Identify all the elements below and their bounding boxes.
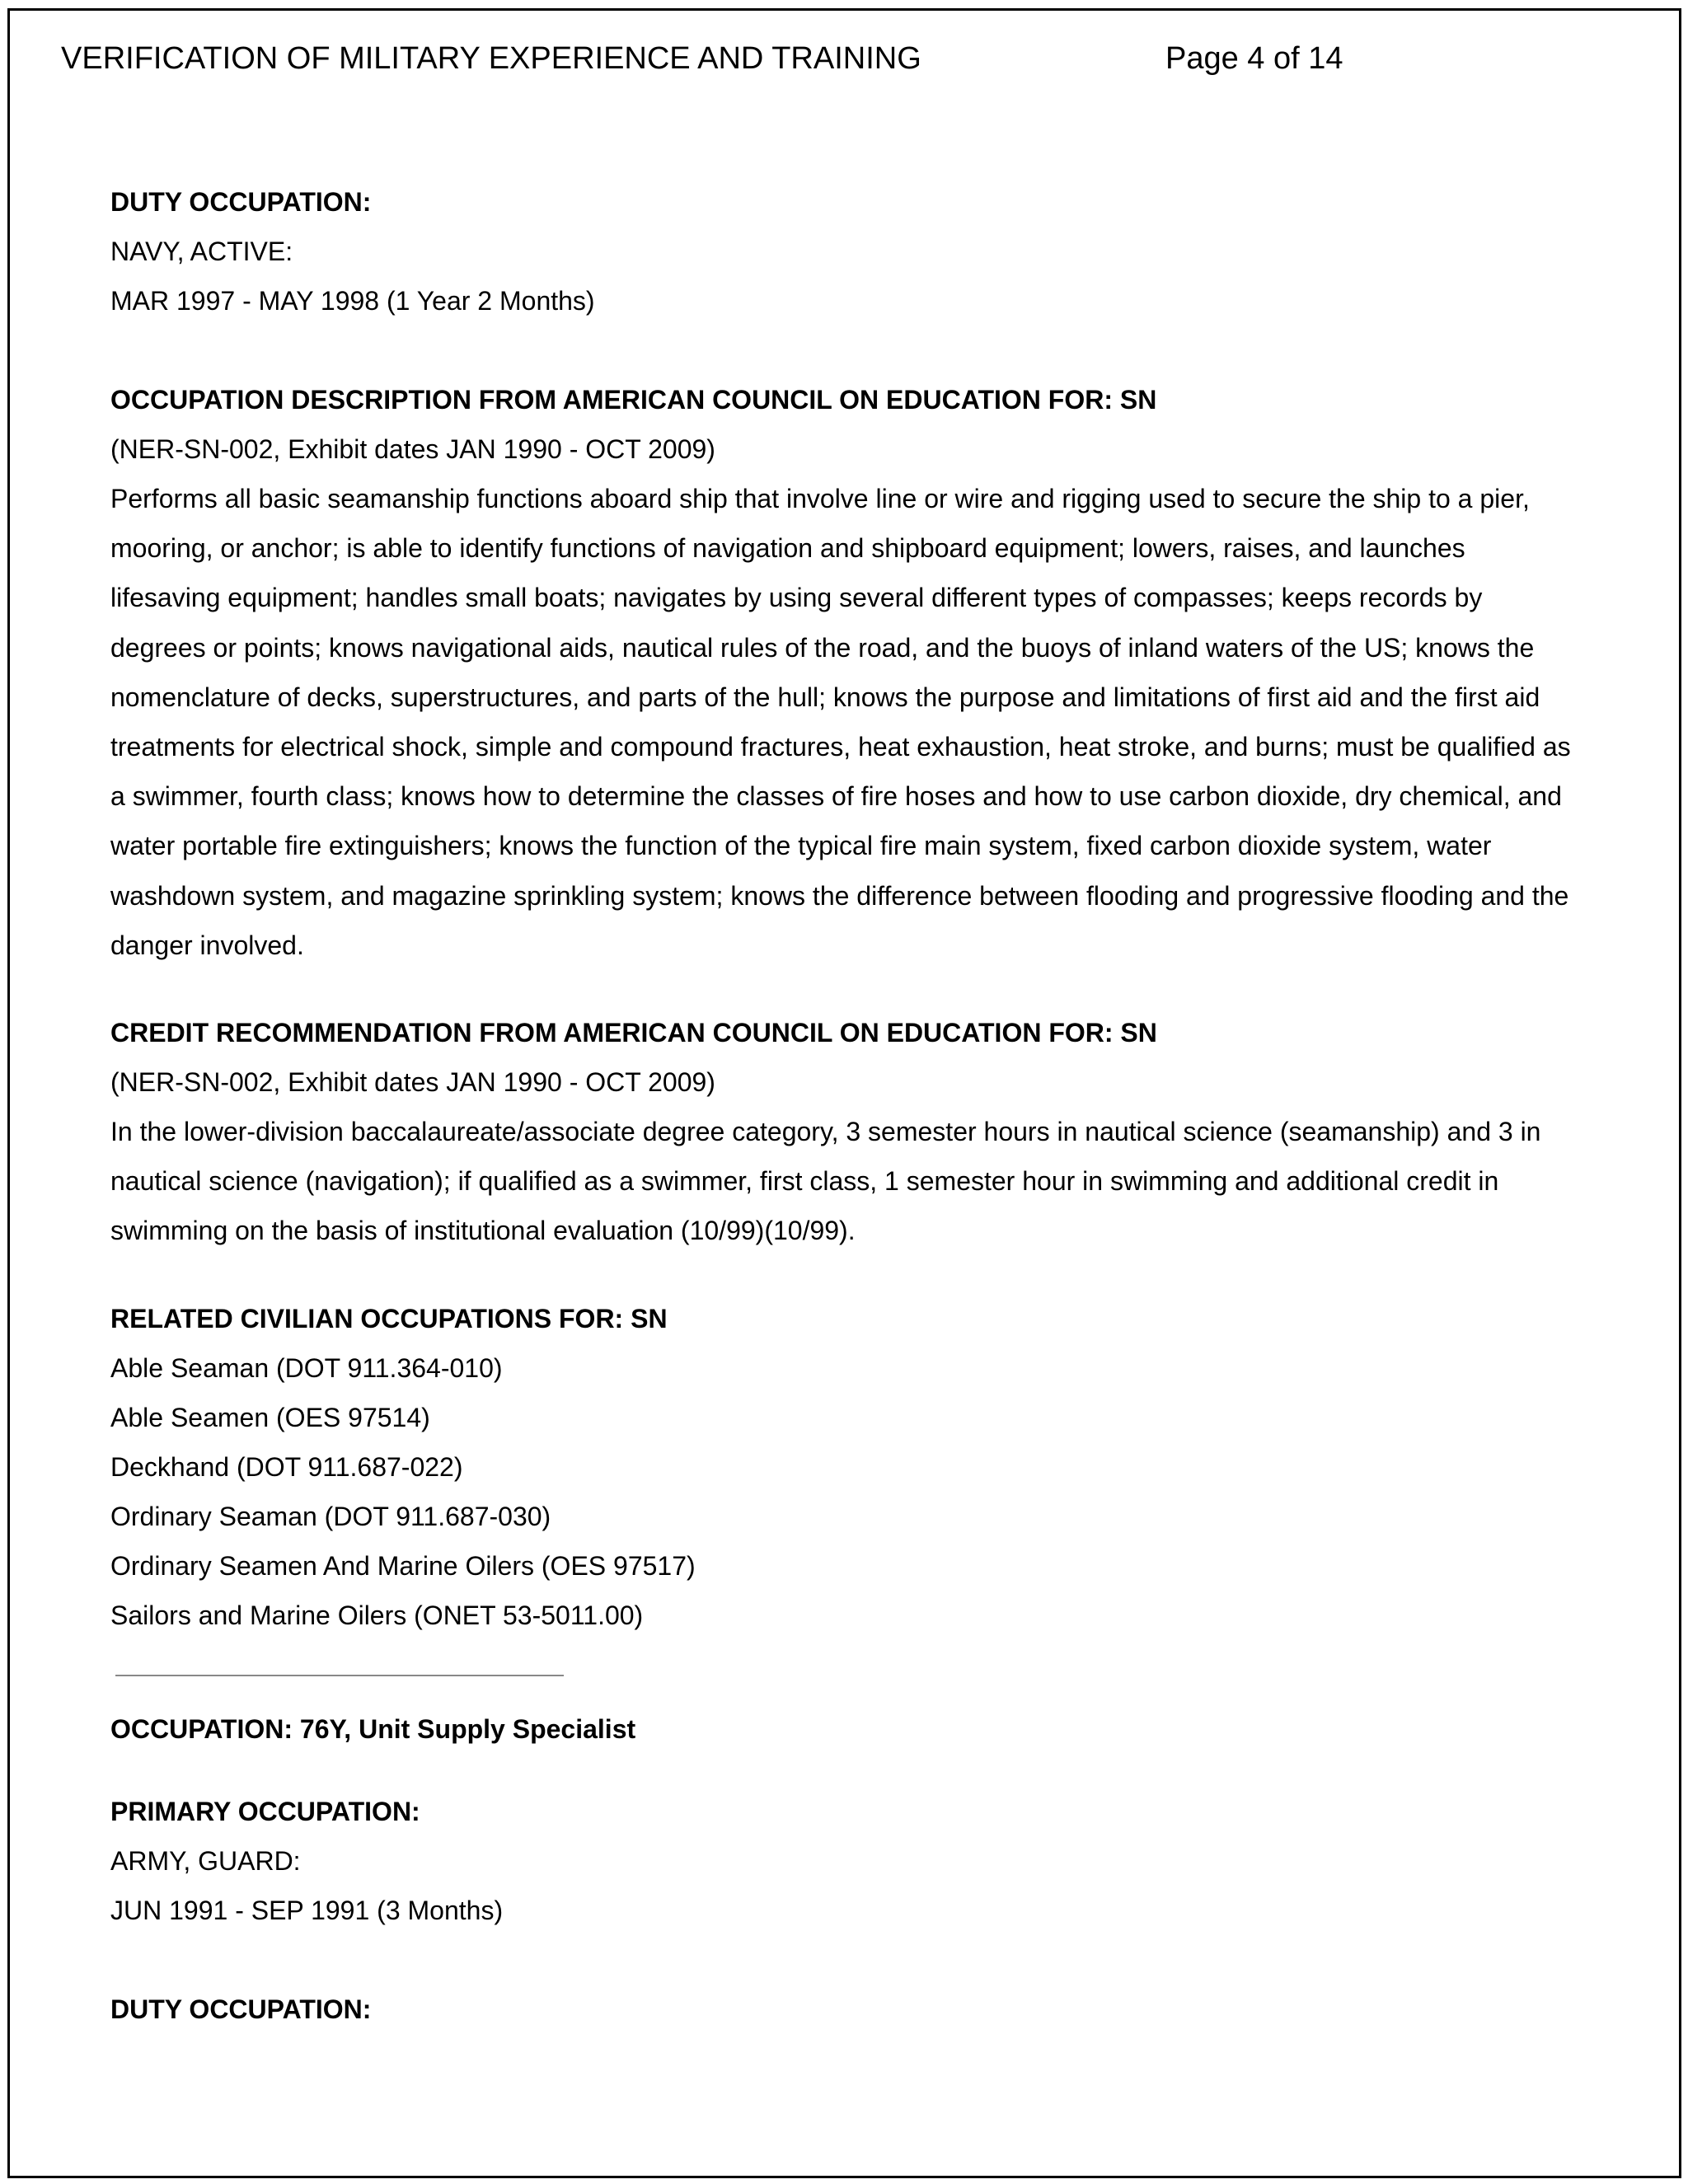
- credit-recommendation-exhibit: (NER-SN-002, Exhibit dates JAN 1990 - OCT 2009): [110, 1067, 715, 1098]
- page-header: [61, 38, 1462, 79]
- credit-recommendation-body: In the lower-division baccalaureate/associate degree category, 3 semester hours in nautical science (seamanship) and 3 in nautical science (navigation); if qualified as a swimmer, first class, 1 semester hour in swimming and additional credit in swimming on the basis of institutional evaluation (10/99)(10/99).: [110, 1117, 1541, 1246]
- duty-occupation-branch: NAVY, ACTIVE:: [110, 237, 293, 266]
- list-item: Sailors and Marine Oilers (ONET 53-5011.00): [110, 1600, 644, 1630]
- related-civilian-heading: RELATED CIVILIAN OCCUPATIONS FOR: SN: [110, 1303, 668, 1333]
- document-body: [110, 177, 1578, 2034]
- occupation-heading: OCCUPATION: 76Y, Unit Supply Specialist: [110, 1713, 636, 1744]
- list-item: Able Seamen (OES 97514): [110, 1402, 430, 1432]
- credit-recommendation-heading: CREDIT RECOMMENDATION FROM AMERICAN COUNCIL ON EDUCATION FOR: SN: [110, 1018, 1157, 1048]
- document-title: VERIFICATION OF MILITARY EXPERIENCE AND TRAINING: [61, 41, 921, 76]
- duty-occupation-heading: DUTY OCCUPATION:: [110, 187, 372, 217]
- primary-occupation-heading: PRIMARY OCCUPATION:: [110, 1796, 420, 1826]
- list-item: Able Seaman (DOT 911.364-010): [110, 1352, 503, 1383]
- duty-occupation-dates: MAR 1997 - MAY 1998 (1 Year 2 Months): [110, 286, 595, 316]
- occupation-description-exhibit: (NER-SN-002, Exhibit dates JAN 1990 - OCT 2009): [110, 434, 715, 464]
- primary-occupation-branch: ARMY, GUARD:: [110, 1845, 301, 1876]
- occupation-description-heading: OCCUPATION DESCRIPTION FROM AMERICAN COUNCIL ON EDUCATION FOR: SN: [110, 385, 1157, 415]
- related-civilian-list: [110, 1343, 1578, 1640]
- primary-occupation-dates: JUN 1991 - SEP 1991 (3 Months): [110, 1895, 504, 1925]
- duty-occupation-heading-2: DUTY OCCUPATION:: [110, 1994, 372, 2024]
- occupation-description-body: Performs all basic seamanship functions aboard ship that involve line or wire and rigging used to secure the ship to a pier, mooring, or anchor; is able to identify functions of navigation and shipboard equipment; lowers, raises, and launches lifesaving equipment; handles small boats; navigates by using several different types of compasses; keeps records by degrees or points; knows navigational aids, nautical rules of the road, and the buoys of inland waters of the US; knows the nomenclature of decks, superstructures, and parts of the hull; knows the purpose and limitations of first aid and the first aid treatments for electrical shock, simple and compound fractures, heat exhaustion, heat stroke, and burns; must be qualified as a swimmer, fourth class; knows how to determine the classes of fire hoses and how to use carbon dioxide, dry chemical, and water portable fire extinguishers; knows the function of the typical fire main system, fixed carbon dioxide system, water washdown system, and magazine sprinkling system; knows the difference between flooding and progressive flooding and the danger involved.: [110, 484, 1571, 960]
- list-item: Deckhand (DOT 911.687-022): [110, 1451, 463, 1482]
- page-number: Page 4 of 14: [1165, 41, 1343, 76]
- list-item: Ordinary Seaman (DOT 911.687-030): [110, 1501, 551, 1531]
- list-item: Ordinary Seamen And Marine Oilers (OES 97517): [110, 1550, 696, 1581]
